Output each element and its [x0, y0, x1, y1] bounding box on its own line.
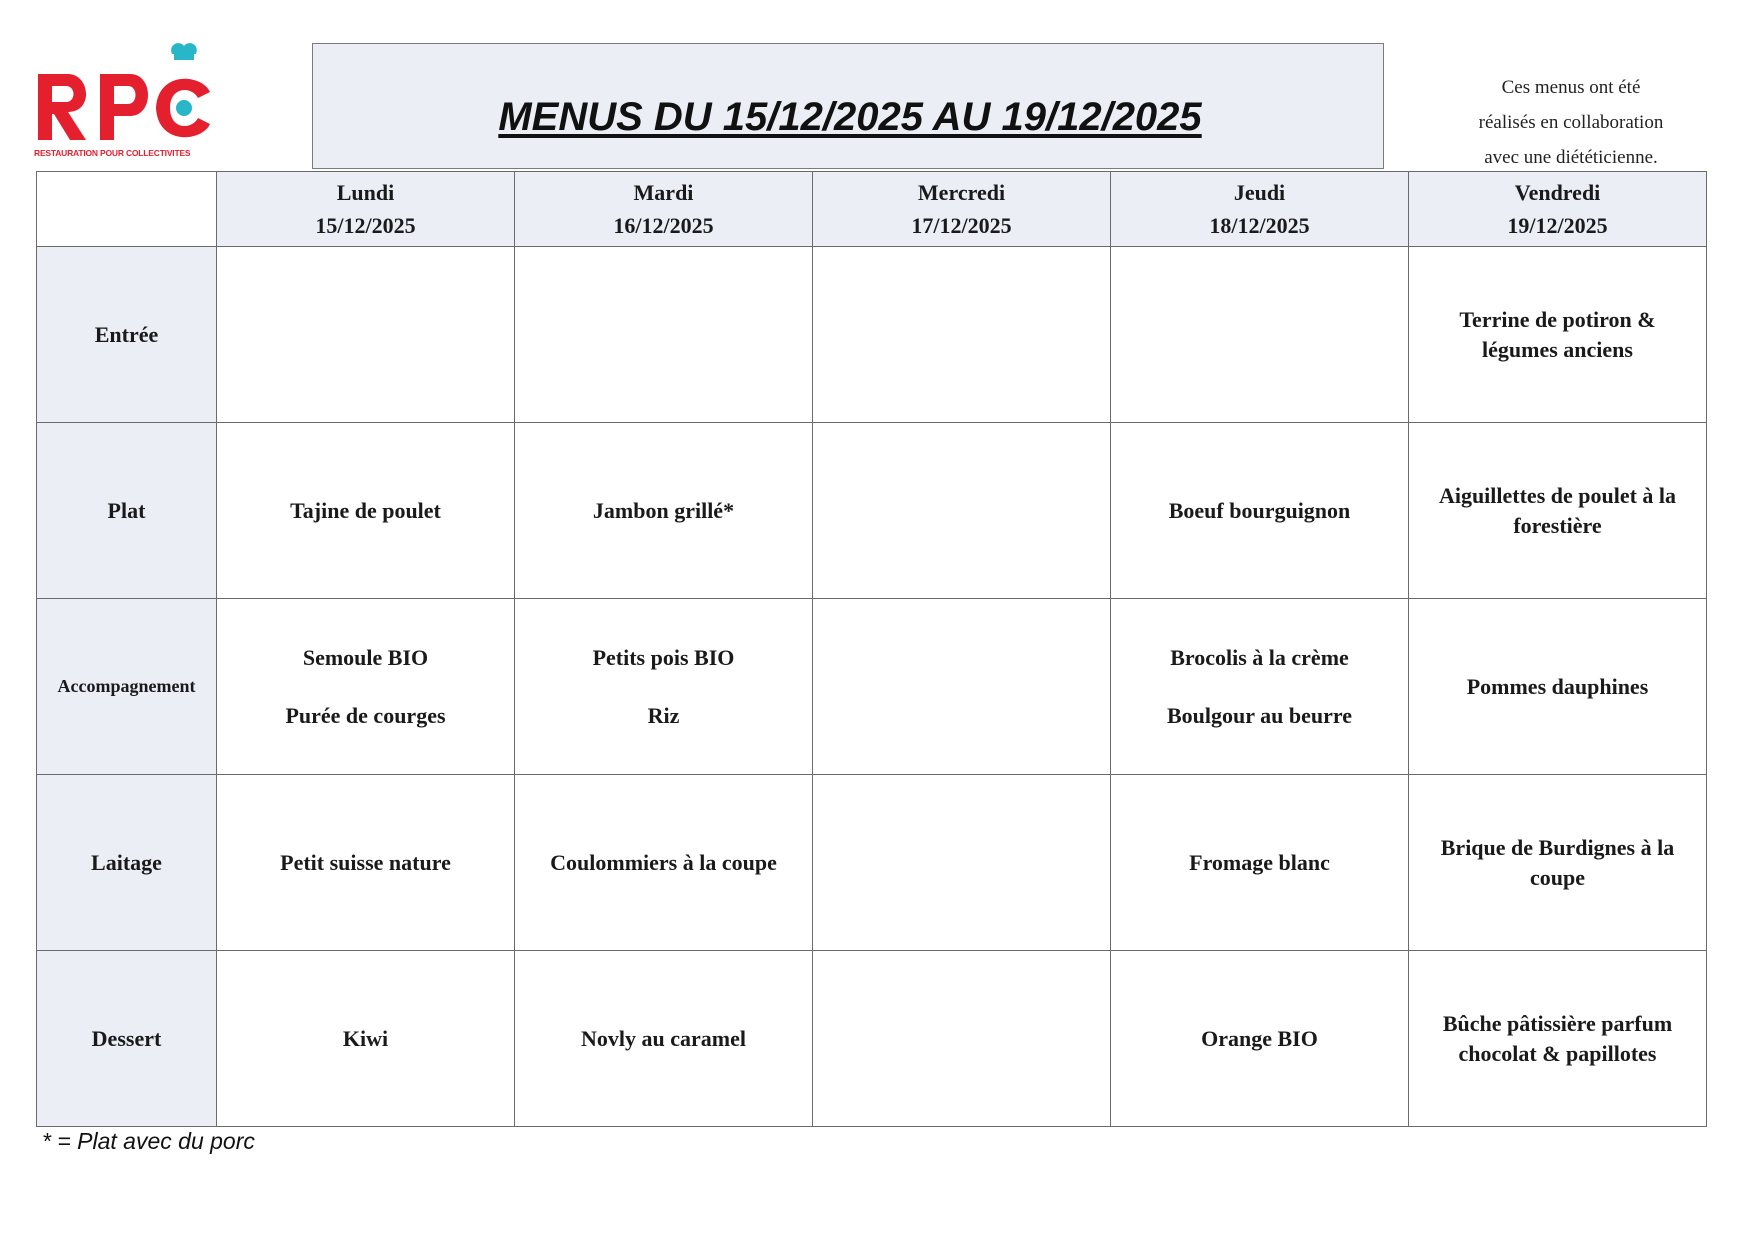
- dish-text: Bûche pâtissière parfum: [1442, 1010, 1673, 1036]
- dish-text: coupe: [1530, 864, 1585, 890]
- menu-cell: [813, 775, 1111, 951]
- menu-cell: [515, 247, 813, 423]
- dish-text: Petit suisse nature: [280, 849, 451, 875]
- day-header: Vendredi 19/12/2025: [1409, 172, 1707, 247]
- dietitian-note: [1432, 70, 1710, 175]
- dish-text: Brocolis à la crème: [1170, 644, 1349, 670]
- menu-cell: [515, 599, 813, 775]
- menu-cell: [1111, 775, 1409, 951]
- menu-cell: [1111, 951, 1409, 1127]
- menu-cell: [217, 423, 515, 599]
- dish-text: forestière: [1513, 512, 1602, 538]
- dish-text: légumes anciens: [1482, 336, 1633, 362]
- menu-cell: [813, 423, 1111, 599]
- dish-text: Riz: [647, 702, 680, 728]
- menu-cell: [813, 247, 1111, 423]
- menu-row: [37, 247, 1707, 423]
- course-label: Accompagnement: [37, 599, 217, 775]
- rpc-logo: [34, 40, 220, 166]
- menu-cell: [1111, 247, 1409, 423]
- course-label: Laitage: [37, 775, 217, 951]
- title-banner: [312, 43, 1384, 169]
- course-label: Plat: [37, 423, 217, 599]
- day-header: Mercredi 17/12/2025: [813, 172, 1111, 247]
- menu-cell: [1409, 951, 1707, 1127]
- note-line: Ces menus ont été: [1501, 77, 1641, 98]
- menu-row: [37, 951, 1707, 1127]
- dish-text: Coulommiers à la coupe: [550, 849, 777, 875]
- dish-text: Orange BIO: [1201, 1025, 1318, 1051]
- dish-text: Kiwi: [342, 1025, 389, 1051]
- dish-text: Semoule BIO: [302, 644, 429, 670]
- menu-row: [37, 423, 1707, 599]
- dish-text: chocolat & papillotes: [1458, 1040, 1657, 1066]
- menu-cell: [813, 599, 1111, 775]
- dish-text: Brique de Burdignes à la: [1440, 834, 1675, 860]
- dish-text: Pommes dauphines: [1466, 673, 1649, 699]
- rpc-logo-graphic: [34, 40, 220, 148]
- dish-text: Boeuf bourguignon: [1168, 497, 1351, 523]
- menu-cell: [217, 599, 515, 775]
- course-label: Dessert: [37, 951, 217, 1127]
- day-header: Lundi 15/12/2025: [217, 172, 515, 247]
- menu-cell: [1409, 775, 1707, 951]
- dish-text: Aiguillettes de poulet à la: [1438, 482, 1677, 508]
- header-row: [37, 172, 1707, 247]
- menu-cell: [1409, 423, 1707, 599]
- dish-text: Tajine de poulet: [290, 497, 441, 523]
- dish-text: Terrine de potiron &: [1459, 306, 1656, 332]
- menu-cell: [1111, 423, 1409, 599]
- menu-cell: [217, 951, 515, 1127]
- dish-text: Petits pois BIO: [592, 644, 735, 670]
- menu-table: [36, 171, 1707, 1127]
- page-title: MENUS DU 15/12/2025 AU 19/12/2025: [498, 94, 1202, 139]
- note-line: réalisés en collaboration: [1478, 112, 1664, 133]
- dish-text: Purée de courges: [285, 702, 446, 728]
- dish-text: Novly au caramel: [581, 1025, 746, 1051]
- menu-cell: [217, 247, 515, 423]
- menu-cell: [813, 951, 1111, 1127]
- menu-cell: [217, 775, 515, 951]
- menu-row: [37, 599, 1707, 775]
- menu-cell: [515, 423, 813, 599]
- menu-cell: [1111, 599, 1409, 775]
- pork-footnote: * = Plat avec du porc: [42, 1128, 255, 1154]
- dish-text: Jambon grillé*: [592, 497, 735, 523]
- menu-cell: [515, 775, 813, 951]
- header-corner: [37, 172, 217, 247]
- day-header: Jeudi 18/12/2025: [1111, 172, 1409, 247]
- logo-tagline: RESTAURATION POUR COLLECTIVITES: [34, 148, 191, 158]
- course-label: Entrée: [37, 247, 217, 423]
- menu-cell: [515, 951, 813, 1127]
- menu-row: [37, 775, 1707, 951]
- dish-text: Boulgour au beurre: [1167, 702, 1352, 728]
- day-header: Mardi 16/12/2025: [515, 172, 813, 247]
- menu-cell: [1409, 247, 1707, 423]
- note-line: avec une diététicienne.: [1484, 147, 1658, 168]
- dish-text: Fromage blanc: [1189, 849, 1330, 875]
- menu-cell: [1409, 599, 1707, 775]
